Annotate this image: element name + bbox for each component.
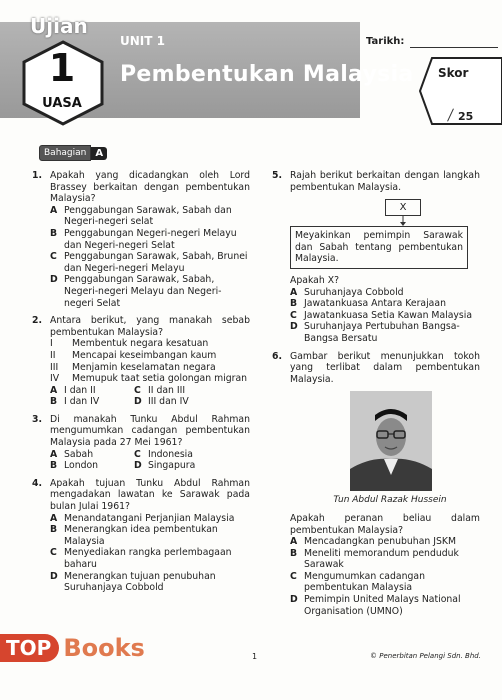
option-b[interactable] [50, 524, 250, 547]
question-stem: Gambar berikut menunjukkan tokoh yang terlibat dalam pembentukan Malaysia. [290, 350, 480, 385]
question-5 [270, 170, 480, 345]
option-d[interactable] [290, 594, 480, 617]
option-text: Suruhanjaya Pertubuhan Bangsa-Bangsa Bersatu [304, 321, 460, 344]
roman-numeral: I [50, 338, 53, 350]
option-letter: B [50, 524, 58, 536]
question-stem: Di manakah Tunku Abdul Rahman mengumumkan cadangan pembentukan Malaysia pada 27 Mei 1961? [50, 413, 250, 449]
option-text[interactable]: II dan III [148, 384, 186, 396]
option-c[interactable] [290, 310, 480, 322]
option-text[interactable]: I dan II [64, 384, 96, 396]
question-number: 6. [272, 350, 283, 362]
portrait-icon [350, 391, 432, 491]
date-label: Tarikh: [366, 36, 405, 47]
option-d[interactable] [50, 571, 250, 594]
statement-text: Membentuk negara kesatuan [72, 338, 209, 350]
option-letter[interactable]: B [50, 396, 58, 408]
logo-top: TOP [0, 634, 59, 662]
statement-iii [50, 362, 250, 374]
page-title: Pembentukan Malaysia [120, 62, 414, 87]
unit-label: UNIT 1 [120, 34, 165, 48]
option-letter: D [50, 570, 58, 582]
question-stem: Rajah berikut berkaitan dengan langkah pembentukan Malaysia. [290, 170, 480, 193]
option-text: Jawatankuasa Setia Kawan Malaysia [304, 309, 473, 321]
option-letter: D [290, 321, 298, 333]
section-letter: A [91, 147, 107, 160]
option-letter: D [50, 274, 58, 286]
option-text: Suruhanjaya Cobbold [304, 286, 404, 298]
statement-text: Menjamin keselamatan negara [72, 361, 216, 373]
option-b[interactable] [50, 228, 250, 251]
date-line[interactable] [410, 47, 498, 48]
section-label: Bahagian [39, 145, 91, 161]
option-d[interactable] [50, 274, 250, 309]
arrow-down-icon [393, 216, 413, 226]
option-letter: B [290, 298, 298, 310]
option-text: Menandatangani Perjanjian Malaysia [64, 512, 235, 524]
option-text[interactable]: Singapura [148, 460, 196, 472]
option-text: Menerangkan tujuan penubuhan Suruhanjaya Cobbold [64, 570, 216, 594]
option-grid [50, 385, 250, 408]
ujian-label: Ujian [30, 14, 88, 38]
option-letter: C [290, 309, 297, 321]
option-text: Penggabungan Sarawak, Sabah, Negeri-negeri Melayu dan Negeri-negeri Selat [64, 274, 222, 309]
option-c[interactable] [50, 547, 250, 570]
roman-numeral: II [50, 349, 56, 361]
roman-numeral: III [50, 361, 59, 373]
question-1 [30, 170, 250, 309]
logo-books: Books [63, 634, 145, 662]
option-text: Menerangkan idea pembentukan Malaysia [64, 524, 218, 547]
option-text: Jawatankuasa Antara Kerajaan [304, 298, 446, 310]
option-letter: A [50, 512, 58, 524]
option-text: Penggabungan Sarawak, Sabah dan Negeri-negeri selat [64, 204, 232, 228]
option-letter: D [290, 594, 298, 606]
page-number: 1 [252, 652, 258, 661]
option-letter: C [50, 547, 57, 559]
uasa-label: UASA [42, 96, 82, 111]
option-letter: C [50, 251, 57, 263]
option-letter[interactable]: A [50, 448, 58, 460]
score-label: Skor [438, 66, 469, 80]
option-d[interactable] [290, 321, 480, 344]
question-2 [30, 315, 250, 408]
option-b[interactable] [290, 298, 480, 310]
option-text[interactable]: Indonesia [148, 448, 193, 460]
question-3 [30, 414, 250, 472]
option-letter: B [290, 547, 298, 559]
option-grid [50, 449, 250, 472]
option-text: Meneliti memorandum penduduk Sarawak [304, 547, 459, 571]
option-a[interactable] [290, 287, 480, 299]
left-column [30, 170, 250, 600]
option-text: Penggabungan Negeri-negeri Melayu dan Negeri-negeri Selat [64, 227, 237, 251]
section-badge [39, 145, 107, 161]
option-text: Pemimpin United Malays National Organisation (UMNO) [304, 594, 461, 617]
roman-numeral: IV [50, 373, 60, 385]
option-text[interactable]: London [64, 460, 99, 472]
statement-text: Mencapai keseimbangan kaum [72, 349, 217, 361]
unit-number: 1 [48, 46, 76, 90]
option-text[interactable]: III dan IV [148, 396, 189, 408]
statement-text: Memupuk taat setia golongan migran [72, 373, 248, 385]
question-number: 5. [272, 170, 283, 181]
option-text: Mencadangkan penubuhan JSKM [304, 536, 456, 548]
question-stem: Antara berikut, yang manakah sebab pembentukan Malaysia? [50, 315, 250, 338]
option-a[interactable] [50, 205, 250, 228]
question-number: 3. [32, 413, 43, 425]
option-a[interactable] [290, 536, 480, 548]
question-stem: Apakah tujuan Tunku Abdul Rahman mengadakan lawatan ke Sarawak pada bulan Julai 1961? [50, 477, 250, 513]
score-max: 25 [458, 110, 474, 123]
option-text: Penggabungan Sarawak, Sabah, Brunei dan Negeri-negeri Melayu [64, 251, 248, 274]
question-ask: Apakah X? [290, 274, 340, 286]
option-text: Mengumumkan cadangan pembentukan Malaysia [304, 570, 425, 594]
portrait-photo [350, 391, 432, 491]
copyright-text: © Penerbitan Pelangi Sdn. Bhd. [370, 652, 481, 660]
option-letter: A [290, 286, 298, 298]
option-letter[interactable]: C [134, 448, 141, 460]
option-letter: A [290, 536, 298, 548]
option-letter[interactable]: B [50, 460, 58, 472]
option-text[interactable]: I dan IV [64, 396, 100, 408]
option-letter: C [290, 570, 297, 582]
option-a[interactable] [50, 513, 250, 525]
option-letter[interactable]: C [134, 384, 141, 396]
diagram-statement-box: Meyakinkan pemimpin Sarawak dan Sabah tentang pembentukan Malaysia. [290, 226, 468, 269]
option-text[interactable]: Sabah [64, 448, 94, 460]
option-text: Menyediakan rangka perlembagaan baharu [64, 547, 232, 570]
option-letter[interactable]: D [134, 396, 142, 408]
option-letter: A [50, 204, 58, 216]
question-number: 4. [32, 477, 43, 489]
question-6 [270, 351, 480, 618]
question-number: 2. [32, 315, 43, 327]
option-c[interactable] [50, 251, 250, 274]
option-letter[interactable]: D [134, 460, 142, 472]
statement-i [50, 338, 250, 350]
question-4 [30, 478, 250, 594]
right-column [270, 170, 480, 623]
question-number: 1. [32, 170, 43, 181]
option-letter[interactable]: A [50, 384, 58, 396]
option-letter: B [50, 227, 58, 239]
topbooks-logo [0, 634, 145, 662]
question-ask: Apakah peranan beliau dalam pembentukan Malaysia? [290, 512, 480, 536]
diagram-box-x: X [385, 199, 421, 216]
statement-ii [50, 350, 250, 362]
question-stem: Apakah yang dicadangkan oleh Lord Brassey berkaitan dengan pembentukan Malaysia? [50, 170, 250, 205]
option-c[interactable] [290, 571, 480, 594]
option-b[interactable] [290, 548, 480, 571]
photo-caption: Tun Abdul Razak Hussein [333, 495, 447, 506]
statement-iv [50, 373, 250, 385]
